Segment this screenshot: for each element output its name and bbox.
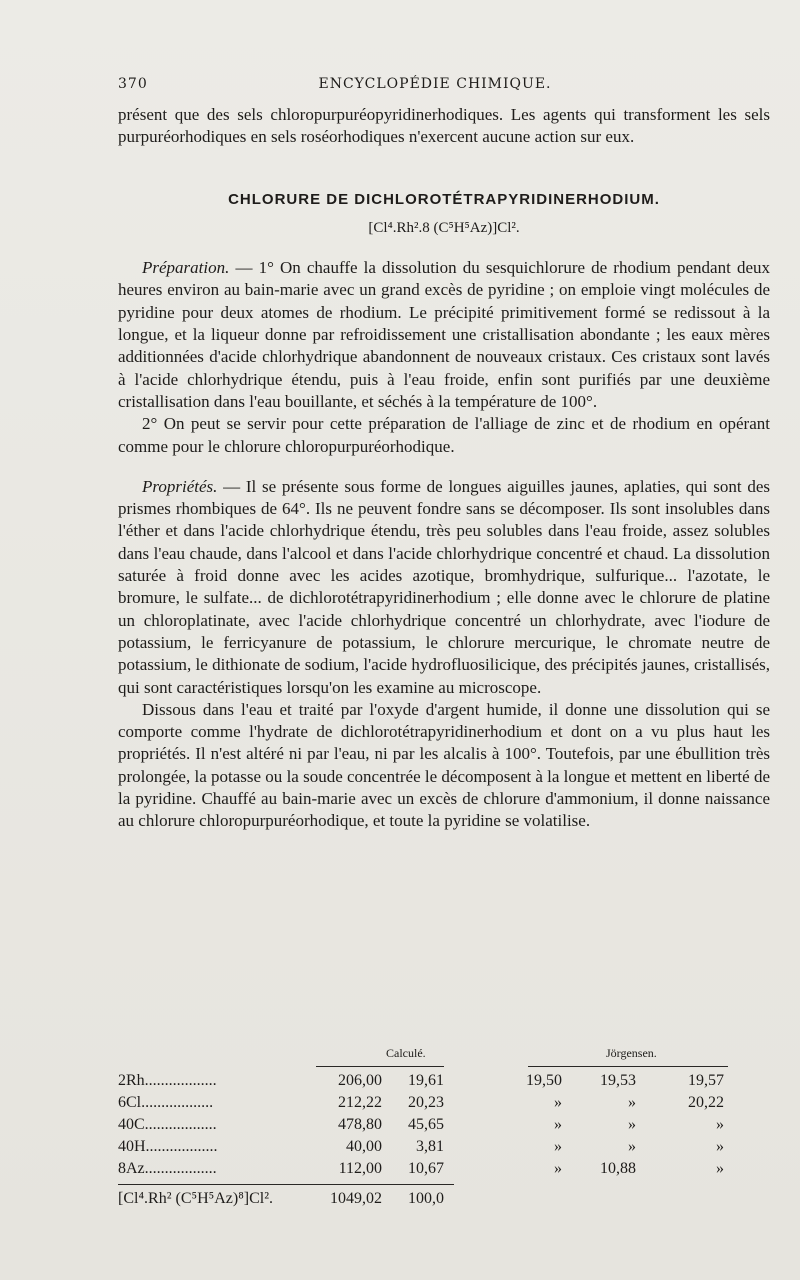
table-row [118,1072,778,1094]
proprietes-text-1: — Il se présente sous forme de longues aiguilles jaunes, aplaties, qui sont des prismes rhombiques de 64°. Ils ne peuvent fondre sans se décomposer. Ils sont insolubles dans l'éther et dans l'acide chlorhydrique étendu, très peu solubles dans l'eau froide, assez solubles dans l'eau chaude, dans l'alcool et dans l'acide chlorhydrique concentré et chaud. La dissolution saturée à froid donne avec les acides azotique, bromhydrique, sulfurique... l'azotate, le bromure, le sulfate... de dichlorotétrapyridinerhodium ; elle donne avec le chlorure de platine un chloroplatinate, avec l'acide chlorhydrique concentré un chlorhydrate, avec l'iodure de potassium, le ferricyanure de potassium, le chlorure mercurique, le chromate neutre de potassium, le dithionate de sodium, l'acide hydrofluosilicique, des précipités jaunes, cristallisés, qui sont caractéristiques lorsqu'on les examine au microscope. [118,476,770,697]
row-calc-2: 3,81 [416,1138,444,1155]
row-jorgensen-2: » [628,1138,636,1155]
row-label: 40H.................. [118,1138,218,1155]
preparation-paragraph-2: 2° On peut se servir pour cette préparation de l'alliage de zinc et de rhodium en opérant comme pour le chlorure chloropurpuréorhodique. [118,414,770,456]
preparation-paragraph-1 [118,257,770,413]
table-row [118,1116,778,1138]
proprietes-paragraph-1 [118,476,770,699]
row-calc-1: 112,00 [338,1160,382,1177]
row-jorgensen-1: » [554,1116,562,1133]
row-calc-1: 212,22 [338,1094,382,1111]
row-label: 2Rh.................. [118,1072,217,1089]
row-jorgensen-3: 19,57 [688,1072,724,1089]
row-jorgensen-1: 19,50 [526,1072,562,1089]
table-total-row [118,1190,778,1212]
row-jorgensen-2: 10,88 [600,1160,636,1177]
body-text [118,104,770,833]
total-calc-2: 100,0 [408,1190,444,1207]
table-row [118,1160,778,1182]
row-jorgensen-3: 20,22 [688,1094,724,1111]
table-header-calcule: Calculé. [386,1046,426,1060]
table-row [118,1094,778,1116]
table-row [118,1138,778,1160]
table-header-jorgensen: Jörgensen. [606,1046,657,1060]
header-rule-jorgensen [528,1066,728,1067]
section-formula: [Cl⁴.Rh².8 (C⁵H⁵Az)]Cl². [368,219,520,236]
preparation-text-1: — 1° On chauffe la dissolution du sesquichlorure de rhodium pendant deux heures environ au bain-marie avec un grand excès de pyridine ; on emploie vingt molécules de pyridine pour deux atomes de rhodium. Le précipité primitivement formé se redissout à la longue, et la liqueur donne par refroidissement une cristallisation abondante ; les eaux mères additionnées d'acide chlorhydrique abandonnent de nouveaux cristaux. Ces cristaux sont lavés à l'acide chlorhydrique étendu, puis à l'eau froide, enfin sont purifiés par une deuxième cristallisation dans l'eau bouillante, et séchés à la température de 100°. [118,258,770,411]
row-jorgensen-2: 19,53 [600,1072,636,1089]
row-jorgensen-2: » [628,1094,636,1111]
running-title: ENCYCLOPÉDIE CHIMIQUE. [318,76,552,92]
row-jorgensen-3: » [716,1160,724,1177]
page-number: 370 [118,76,148,92]
row-calc-1: 40,00 [346,1138,382,1155]
row-label: 8Az.................. [118,1160,217,1177]
row-label: 6Cl.................. [118,1094,214,1111]
row-label: 40C.................. [118,1116,217,1133]
row-calc-2: 20,23 [408,1094,444,1111]
proprietes-paragraph-2: Dissous dans l'eau et traité par l'oxyde d'argent humide, il donne une dissolution qui se comporte comme l'hydrate de dichlorotétrapyridinerhodium et dont on a vu plus haut les propriétés. Il n'est altéré ni par l'eau, ni par les alcalis à 100°. Toutefois, par une ébullition très prolongée, la potasse ou la soude concentrée le décomposent à la longue et mettent en liberté de la pyridine. Chauffé au bain-marie avec un excès de chlorure d'ammonium, il donne naissance au chlorure chloropurpuréorhodique, et toute la pyridine se volatilise. [118,699,770,831]
row-jorgensen-2: » [628,1116,636,1133]
preparation-label: Préparation. [142,258,230,278]
row-jorgensen-1: » [554,1160,562,1177]
row-jorgensen-3: » [716,1138,724,1155]
row-jorgensen-1: » [554,1138,562,1155]
row-calc-2: 19,61 [408,1072,444,1089]
row-calc-2: 10,67 [408,1160,444,1177]
row-jorgensen-1: » [554,1094,562,1111]
row-calc-1: 478,80 [338,1116,382,1133]
intro-paragraph: présent que des sels chloropurpuréopyridinerhodiques. Les agents qui transforment les sels purpuréorhodiques en sels roséorhodiques n'exercent aucune action sur eux. [118,105,770,147]
total-calc-1: 1049,02 [330,1190,382,1207]
row-jorgensen-3: » [716,1116,724,1133]
section-title: CHLORURE DE DICHLOROTÉTRAPYRIDINERHODIUM. [228,190,660,208]
row-calc-1: 206,00 [338,1072,382,1089]
total-label: [Cl⁴.Rh² (C⁵H⁵Az)⁸]Cl². [118,1190,274,1207]
row-calc-2: 45,65 [408,1116,444,1133]
total-rule [118,1184,454,1185]
header-rule-calcule [316,1066,444,1067]
proprietes-label: Propriétés. [142,476,218,496]
running-header [118,76,752,98]
